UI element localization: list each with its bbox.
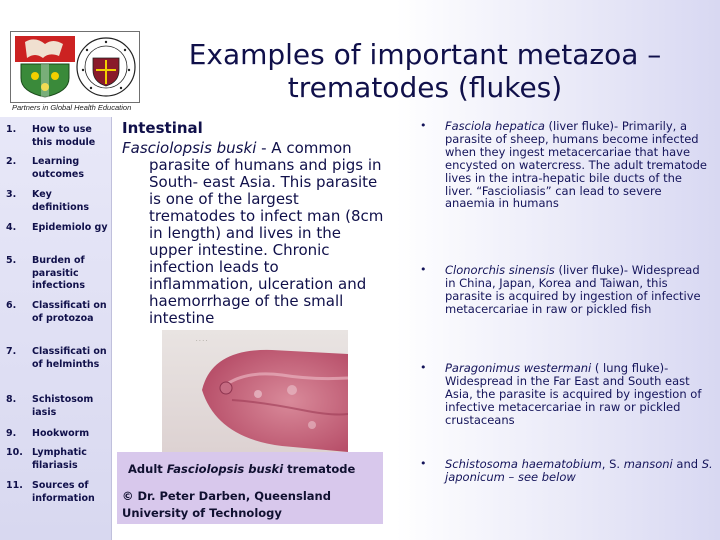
nav-label: Hookworm xyxy=(32,428,90,439)
caption-title xyxy=(128,462,355,476)
caption-prefix: Adult xyxy=(128,462,167,476)
description-text: parasite of humans and pigs in South- east Asia. This parasite is one of the largest trematodes to infect man (8cm in length) and lives in the upper intestine. Chronic infection leads to inflammation, ulceration and haemorrhage of the small intestine xyxy=(149,156,384,327)
bullet-text-end: – see below xyxy=(504,469,576,484)
nav-label: Classificati on of helminths xyxy=(32,346,107,370)
nav-number: 6. xyxy=(6,300,17,311)
nav-label: Schistosom iasis xyxy=(32,394,94,418)
module-navigation xyxy=(0,117,112,540)
nav-number: 2. xyxy=(6,156,17,167)
nav-number: 7. xyxy=(6,346,17,357)
nav-number: 5. xyxy=(6,255,17,266)
nav-label: Classificati on of protozoa xyxy=(32,300,107,324)
nav-label: Learning outcomes xyxy=(32,156,84,180)
nav-label: Burden of parasitic infections xyxy=(32,255,85,291)
nav-number: 8. xyxy=(6,394,17,405)
nav-number: 1. xyxy=(6,124,17,135)
nav-label: Sources of information xyxy=(32,480,95,504)
bullet-dot: • xyxy=(420,457,427,470)
description-lead: - A common xyxy=(256,139,352,157)
partner-logos xyxy=(10,31,140,103)
nav-label: Key definitions xyxy=(32,189,90,213)
svg-text:· · · ·: · · · · xyxy=(196,338,208,344)
nav-label: Lymphatic filariasis xyxy=(32,447,87,471)
bullet-dot: • xyxy=(420,119,427,132)
slide-title: Examples of important metazoa –trematodes (flukes) xyxy=(188,38,662,104)
bullet-text: (liver fluke)- Primarily, a parasite of sheep, humans become infected when they ingest metacercariae that have encysted on watercress. The adult trematode lives in the intra-hepatic bile ducts of the liver. “Fascioliasis” can lead to severe anaemia in humans xyxy=(445,119,707,211)
species-name: Schistosoma haematobium xyxy=(445,457,602,471)
nav-number: 10. xyxy=(6,447,23,458)
bullet-dot: • xyxy=(420,263,427,276)
nav-label: How to use this module xyxy=(32,124,96,148)
nav-number: 3. xyxy=(6,189,17,200)
species-name: Fasciolopsis buski xyxy=(122,139,257,157)
fasciolopsis-description xyxy=(122,140,384,327)
fasciolopsis-micrograph xyxy=(162,330,348,452)
species-name-3: S. japonicum xyxy=(445,457,713,484)
caption-suffix: trematode xyxy=(283,462,356,476)
nav-number: 11. xyxy=(6,480,23,491)
photo-credit: © Dr. Peter Darben, Queensland University of Technology xyxy=(122,489,331,520)
bullet-dot: • xyxy=(420,361,427,374)
bullet-text-and: and xyxy=(672,457,702,471)
species-name-2: mansoni xyxy=(623,457,673,471)
college-of-medicine-seal xyxy=(75,34,137,100)
nav-number: 4. xyxy=(6,222,17,233)
species-name: Fasciola hepatica xyxy=(445,119,545,133)
nav-number: 9. xyxy=(6,428,17,439)
bullet-text: , S. xyxy=(601,457,624,471)
nav-label: Epidemiolo gy xyxy=(32,222,108,233)
photo-caption xyxy=(117,452,383,524)
species-name: Clonorchis sinensis xyxy=(445,263,555,277)
university-shield-logo xyxy=(15,36,75,98)
partners-tagline: Partners in Global Health Education xyxy=(12,103,132,112)
bullet-text: (liver fluke)- Widespread in China, Japan, Korea and Taiwan, this parasite is acquired by ingestion of infective metacercariae in raw or pickled fish xyxy=(445,263,701,316)
species-name: Paragonimus westermani xyxy=(445,361,592,375)
bullet-text: ( lung fluke)- Widespread in the Far East and South east Asia, the parasite is acquired by ingestion of infective metacercariae in raw or pickled crustaceans xyxy=(445,361,702,427)
section-heading: Intestinal xyxy=(122,119,203,137)
caption-species: Fasciolopsis buski xyxy=(166,462,284,476)
